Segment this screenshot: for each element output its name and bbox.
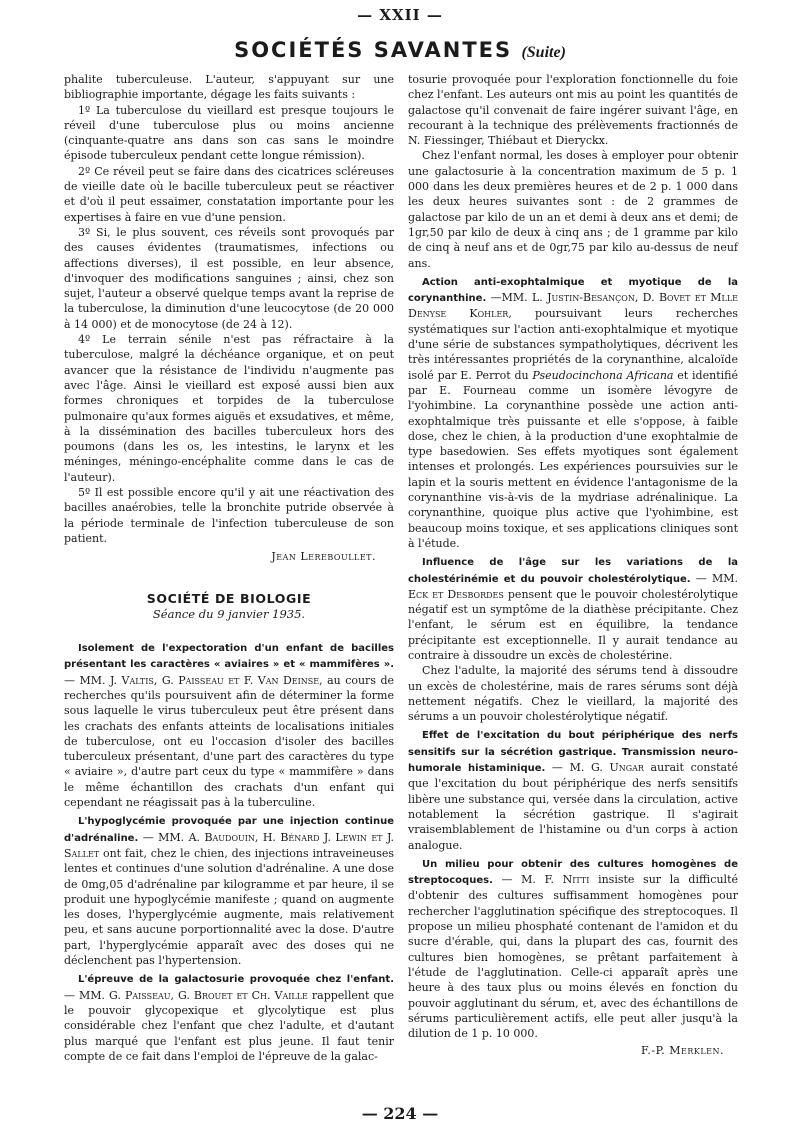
paragraph: Chez l'adulte, la majorité des sérums tend à dissoudre un excès de cholestérine, mais de rares sérums sont déjà nettement négatifs. Chez le vieillard, la majorité des sérums a un pouvoir cholestérolytique négatif.	[408, 664, 738, 724]
page-number: — 224 —	[361, 1104, 439, 1123]
article-text: poursuivant leurs recherches systématiques sur l'action anti-exophtalmique et myotique d'une série de substances sympatholytiques, décrivent les très intéressantes propriétés de la corynanthine, alcaloïde isolé par E. Perrot du	[408, 307, 739, 382]
article-entry	[408, 274, 738, 551]
article-text: ont fait, chez le chien, des injections intraveineuses lentes et continues d'une solution d'adrénaline. A une dose de 0mg,05 d'adrénaline par kilogramme et par heure, il se produit une hypoglycémie manifeste ; quand on augmente les doses, l'hyperglycémie augmente, mais relativement peu, et sans aucune porportionnalité avec la dose. D'autre part, l'hyperglycémie apparaît avec des doses qui ne déclenchent pas l'hypertension.	[64, 846, 394, 968]
paragraph: tosurie provoquée pour l'exploration fonctionnelle du foie chez l'enfant. Les auteurs ont mis au point les quantités de galactose qu'il convenait de faire ingérer suivant l'âge, en recourant à la technique des prélèvements fractionnés de N. Fiessinger, Thiébaut et Dieryckx.	[408, 73, 738, 148]
article-title: Influence de l'âge sur les variations de la cholestérinémie et du pouvoir cholestérolytique.	[408, 557, 738, 585]
article-text: aurait constaté que l'excitation du bout périphérique des nerfs sensitifs libère une substance qui, versée dans la circulation, active notablement la sécrétion gastrique. Il s'agirait vraisemblablement de l'histamine ou d'un corps à action analogue.	[408, 761, 739, 852]
article-authors: MM. J. Valtis, G. Paisseau et F. Van Deinse,	[79, 673, 323, 687]
article-title: Un milieu pour obtenir des cultures homogènes de streptocoques.	[408, 858, 738, 887]
article-authors: MM. G. Paisseau, G. Brouet et Ch. Vaille	[79, 988, 308, 1002]
dash: —	[690, 571, 712, 585]
article-title: Isolement de l'expectoration d'un enfant de bacilles présentant les caractères « aviaires » et « mammifères ».	[64, 643, 394, 671]
author-signature: Jean Lereboullet.	[271, 550, 376, 564]
article-title: Action anti-exophtalmique et myotique de la corynanthine.	[408, 276, 738, 305]
dash: —	[64, 673, 80, 687]
species-name: Pseudocinchona Africana	[532, 368, 674, 382]
section-date: Séance du 9 janvier 1935.	[152, 606, 306, 621]
paragraph: phalite tuberculeuse. L'auteur, s'appuyant sur une bibliographie importante, dégage les faits suivants :	[64, 73, 394, 102]
dash: —	[64, 988, 80, 1002]
article-authors: MM. L. Justin-Besançon, D. Bovet et Mlle Denyse Kohler,	[408, 291, 739, 321]
running-head-title: SOCIÉTÉS SAVANTES	[234, 38, 513, 62]
article-text: au cours de recherches qu'ils poursuivent afin de déterminer la forme sous laquelle le virus tuberculeux peut être présent dans les crachats des enfants atteints de localisations initiales de tuberculose, ont eu l'occasion d'isoler des bacilles tuberculeux présentant, d'une part des caractères du type « aviaire », d'autre part ceux du type « mammifère » dans le même échantillon des crachats d'un enfant qui cependant ne réagissait pas à la tuberculine.	[64, 673, 394, 810]
dash: —	[138, 830, 159, 844]
article-title: L'épreuve de la galactosurie provoquée chez l'enfant.	[78, 974, 394, 986]
right-column	[408, 72, 738, 1059]
article-authors: M. G. Ungar	[569, 761, 644, 775]
article-text: pensent que le pouvoir cholestérolytique négatif est un symptôme de la diathèse précipitante. Chez l'enfant, le sérum est en équilibre, la tendance précipitante est exceptionnelle. Il y aurait tendance au contraire à dissoudre un excès de cholestérine.	[408, 587, 738, 662]
left-column	[64, 72, 394, 1064]
paragraph: 4º Le terrain sénile n'est pas réfractaire à la tuberculose, malgré la déchéance organique, et on peut avancer que la résistance de l'individu n'augmente pas avec l'âge. Ainsi le vieillard est exposé aussi bien aux formes chroniques et torpides de la tuberculose pulmonaire qu'aux formes aiguës et exsudatives, et même, à la dissémination des bacilles tuberculeux hors des poumons (dans les os, les intestins, le larynx et les méninges, méningo-encéphalite comme dans le cas de l'auteur).	[64, 333, 394, 484]
paragraph: Chez l'enfant normal, les doses à employer pour obtenir une galactosurie à la concentration maximum de 5 p. 1 000 dans les deux premières heures et de 2 p. 1 000 dans les deux heures suivantes sont : de 2 grammes de galactose par kilo de un an et demi à deux ans et demi; de 1gr,50 par kilo de deux à cinq ans ; de 1 gramme par kilo de cinq à neuf ans et de 0gr,75 par kilo au-dessus de neuf ans.	[408, 149, 738, 270]
article-entry	[408, 856, 738, 1042]
roman-page-numeral: — XXII —	[357, 6, 443, 24]
article-entry	[408, 554, 738, 663]
paragraph: 3º Si, le plus souvent, ces réveils sont provoqués par des causes évidentes (traumatismes, infections ou affections diverses), il est possible, en leur absence, d'invoquer des modifications sanguines ; ainsi, chez son sujet, l'auteur a observé quelque temps avant la reprise de la tuberculose, la diminution d'une leucocytose (de 20 000 à 14 000) et de monocytose (de 24 à 12).	[64, 225, 394, 331]
article-authors: MM. Eck et Desbordes	[408, 571, 738, 601]
article-text: et identifié par E. Fourneau comme un isomère lévogyre de l'yohimbine. La corynanthine possède une action anti-exophtalmique très puissante et elle s'oppose, à faible dose, chez le chien, à la production d'une exophtalmie de type basedowien. Ses effets myotiques sont également intenses et prolongés. Les expériences poursuivies sur le lapin et la souris mettent en évidence l'antagonisme de la corynanthine vis-à-vis de la mydriase adrénalinique. La corynanthine, quoique plus active que l'yohimbine, est beaucoup moins toxique, et ses applications cliniques sont à l'étude.	[408, 368, 738, 550]
article-authors: MM. A. Baudouin, H. Bénard J. Lewin et J. Sallet	[64, 830, 394, 860]
running-head	[0, 38, 800, 62]
dash: —	[486, 291, 502, 305]
article-entry	[64, 813, 394, 968]
dash: —	[492, 873, 522, 887]
author-signature: F.-P. Merklen.	[640, 1044, 724, 1058]
article-entry	[64, 640, 394, 810]
article-authors: M. F. Nitti	[521, 873, 590, 887]
article-text: insiste sur la difficulté d'obtenir des cultures suffisamment homogènes pour rechercher l'agglutination spécifique des streptocoques. Il propose un milieu phosphaté contenant de l'amidon et du sucre d'érable, qui, dans la plupart des cas, fournit des cultures bien homogènes, se prêtant parfaitement à l'étude de l'agglutination. Celle-ci apparaît après une heure à des taux plus ou moins élevés en fonction du pouvoir agglutinant du sérum, et, avec des échantillons de sérums particulièrement actifs, elle peut aller jusqu'à la dilution de 1 p. 10 000.	[408, 873, 739, 1041]
section-title: SOCIÉTÉ DE BIOLOGIE	[146, 590, 312, 606]
article-text: rappellent que le pouvoir glycopexique et glycolytique est plus considérable chez l'enfant que chez l'adulte, et d'autant plus marqué que l'enfant est plus jeune. Il faut tenir compte de ce fait dans l'emploi de l'épreuve de la galac-	[64, 988, 395, 1063]
running-head-suffix: (Suite)	[521, 44, 566, 61]
article-entry	[64, 971, 394, 1064]
article-title: Effet de l'excitation du bout périphérique des nerfs sensitifs sur la sécrétion gastrique. Transmission neuro-humorale histaminique.	[408, 730, 738, 775]
paragraph: 5º Il est possible encore qu'il y ait une réactivation des bacilles anaérobies, telle la bronchite putride observée à la période terminale de l'infection tuberculeuse de son patient.	[64, 486, 394, 545]
paragraph: 1º La tuberculose du vieillard est presque toujours le réveil d'une tuberculose plus ou moins ancienne (cinquante-quatre ans dans son cas sans le moindre épisode tuberculeux pendant cette longue rémission).	[64, 103, 394, 163]
article-entry	[408, 727, 738, 852]
article-title: L'hypoglycémie provoquée par une injection continue d'adrénaline.	[64, 816, 394, 844]
paragraph: 2º Ce réveil peut se faire dans des cicatrices scléreuses de vieille date où le bacille tuberculeux peut se réactiver et d'où il peut essaimer, constatation importante pour les expertises à faire en vue d'une pension.	[64, 164, 394, 224]
dash: —	[545, 761, 570, 775]
